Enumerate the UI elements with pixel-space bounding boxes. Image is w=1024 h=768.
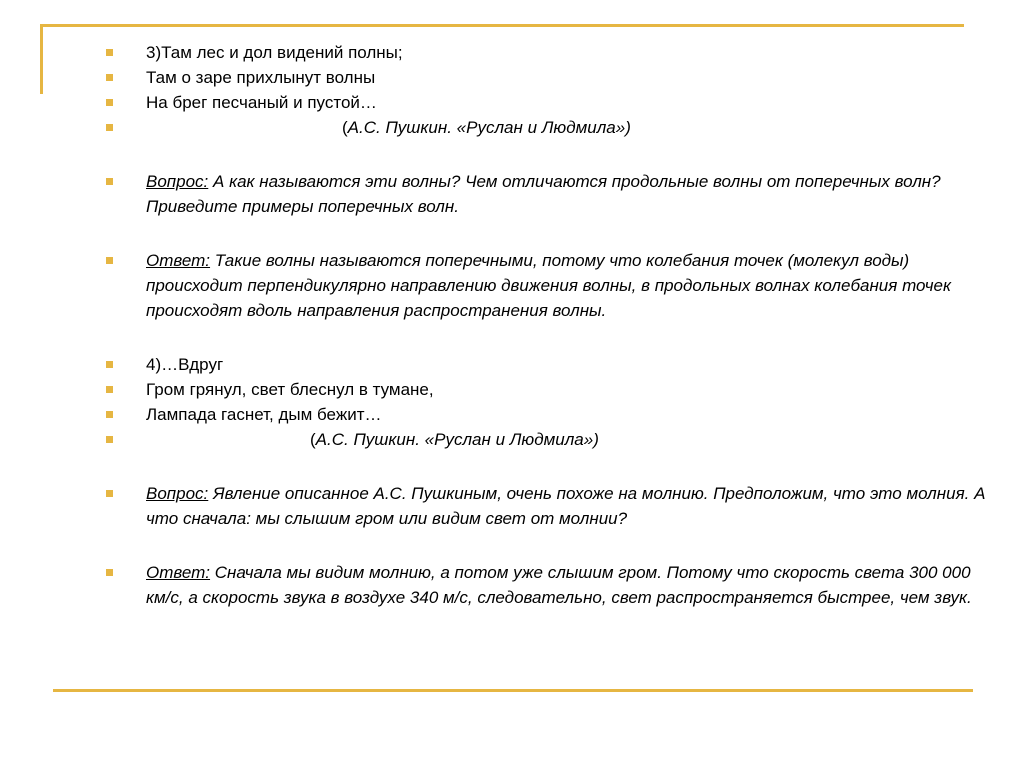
- list-item: [106, 427, 986, 452]
- question-text: А как называются эти волны? Чем отличаются продольные волны от поперечных волн? Приведите примеры поперечных волн.: [146, 172, 941, 216]
- square-bullet-icon: [106, 124, 113, 131]
- citation-text: А.С. Пушкин. «Руслан и Людмила»): [315, 430, 599, 449]
- square-bullet-icon: [106, 99, 113, 106]
- square-bullet-icon: [106, 257, 113, 264]
- answer-item: [106, 560, 986, 610]
- frame-top-line: [40, 24, 964, 27]
- square-bullet-icon: [106, 569, 113, 576]
- frame-bottom-line: [53, 689, 973, 692]
- square-bullet-icon: [106, 49, 113, 56]
- citation-text: А.С. Пушкин. «Руслан и Людмила»): [347, 118, 631, 137]
- poem-line: 3)Там лес и дол видений полны;: [146, 43, 403, 62]
- question-label: Вопрос:: [146, 484, 209, 503]
- citation-paren: (: [310, 430, 316, 449]
- question-label: Вопрос:: [146, 172, 209, 191]
- citation-paren: (: [342, 118, 348, 137]
- list-item: [106, 377, 986, 402]
- answer-item: [106, 248, 986, 323]
- square-bullet-icon: [106, 361, 113, 368]
- poem-line: Там о заре прихлынут волны: [146, 68, 376, 87]
- square-bullet-icon: [106, 490, 113, 497]
- question-text: Явление описанное А.С. Пушкиным, очень похоже на молнию. Предположим, что это молния. А что сначала: мы слышим гром или видим свет от молнии?: [146, 484, 986, 528]
- question-item: [106, 169, 986, 219]
- citation: [146, 118, 631, 137]
- list-item: [106, 115, 986, 140]
- square-bullet-icon: [106, 386, 113, 393]
- square-bullet-icon: [106, 178, 113, 185]
- answer-text: Такие волны называются поперечными, потому что колебания точек (молекул воды) происходит перпендикулярно направлению движения волны, в продольных волнах колебания точек происходят вдоль направления распространения волны.: [146, 251, 952, 320]
- list-item: [106, 352, 986, 377]
- answer-label: Ответ:: [146, 563, 211, 582]
- list-item: [106, 65, 986, 90]
- list-item: [106, 40, 986, 65]
- question-item: [106, 481, 986, 531]
- poem-line: Гром грянул, свет блеснул в тумане,: [146, 380, 434, 399]
- square-bullet-icon: [106, 411, 113, 418]
- poem-line: На брег песчаный и пустой…: [146, 93, 377, 112]
- citation: [146, 430, 599, 449]
- square-bullet-icon: [106, 436, 113, 443]
- list-item: [106, 402, 986, 427]
- square-bullet-icon: [106, 74, 113, 81]
- frame-left-line: [40, 24, 43, 94]
- poem-line: 4)…Вдруг: [146, 355, 224, 374]
- poem-line: Лампада гаснет, дым бежит…: [146, 405, 382, 424]
- answer-text: Сначала мы видим молнию, а потом уже слышим гром. Потому что скорость света 300 000 км/с, а скорость звука в воздухе 340 м/с, следовательно, свет распространяется быстрее, чем звук.: [146, 563, 972, 607]
- answer-label: Ответ:: [146, 251, 211, 270]
- list-item: [106, 90, 986, 115]
- slide-content: [106, 40, 986, 610]
